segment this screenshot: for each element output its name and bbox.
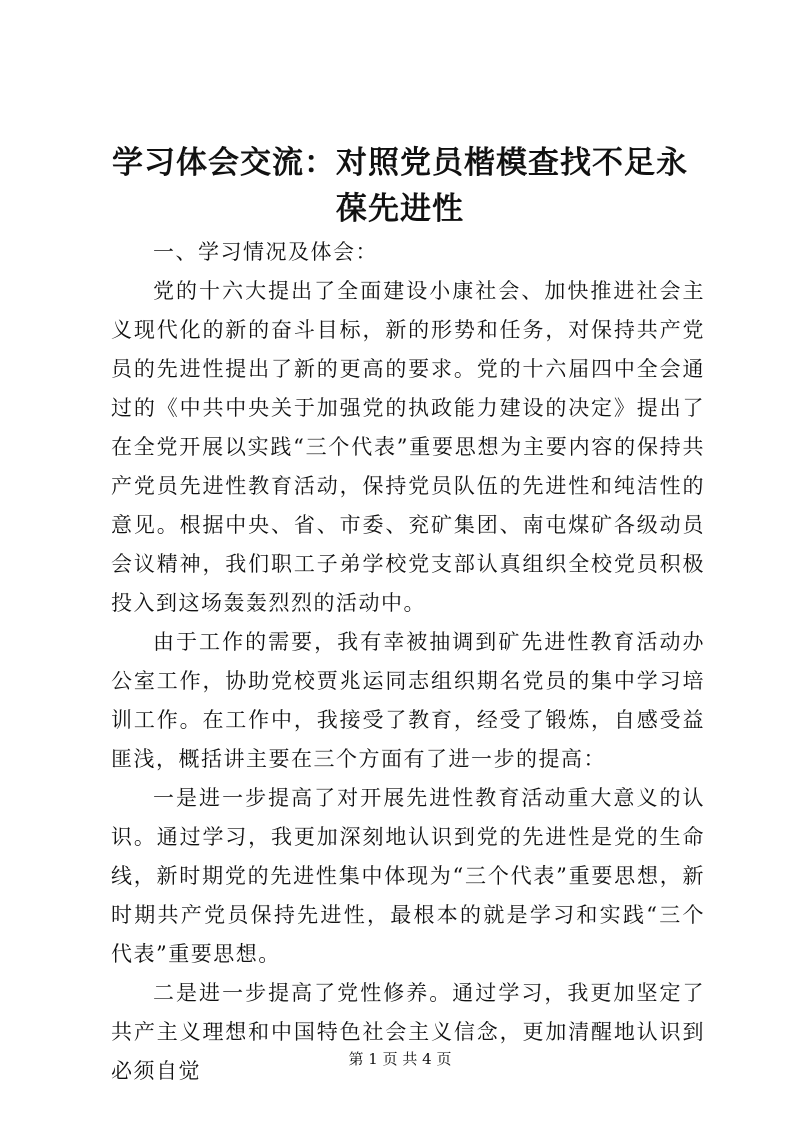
document-title: 学习体会交流：对照党员楷模查找不足永葆先进性 — [112, 145, 688, 227]
page-number-footer: 第 1 页 共 4 页 — [348, 1050, 452, 1068]
document-body — [111, 233, 705, 1091]
body-paragraph: 由于工作的需要，我有幸被抽调到矿先进性教育活动办公室工作，协助党校贾兆运同志组织期名党员的集中学习培训工作。在工作中，我接受了教育，经受了锻炼，自感受益匪浅，概括讲主要在三个方面有了进一步的提高： — [111, 630, 705, 771]
body-paragraph: 党的十六大提出了全面建设小康社会、加快推进社会主义现代化的新的奋斗目标，新的形势和任务，对保持共产党员的先进性提出了新的更高的要求。党的十六届四中全会通过的《中共中央关于加强党的执政能力建设的决定》提出了在全党开展以实践“三个代表”重要思想为主要内容的保持共产党员先进性教育活动，保持党员队伍的先进性和纯洁性的意见。根据中央、省、市委、兖矿集团、南屯煤矿各级动员会议精神，我们职工子弟学校党支部认真组织全校党员积极投入到这场轰轰烈烈的活动中。 — [111, 279, 705, 615]
section-heading: 一、学习情况及体会： — [153, 240, 378, 264]
body-paragraph: 一是进一步提高了对开展先进性教育活动重大意义的认识。通过学习，我更加深刻地认识到党的先进性是党的生命线，新时期党的先进性集中体现为“三个代表”重要思想，新时期共产党员保持先进性，最根本的就是学习和实践“三个代表”重要思想。 — [111, 786, 705, 966]
body-paragraph: 二是进一步提高了党性修养。通过学习，我更加坚定了共产主义理想和中国特色社会主义信念，更加清醒地认识到必须自觉 — [111, 981, 705, 1083]
